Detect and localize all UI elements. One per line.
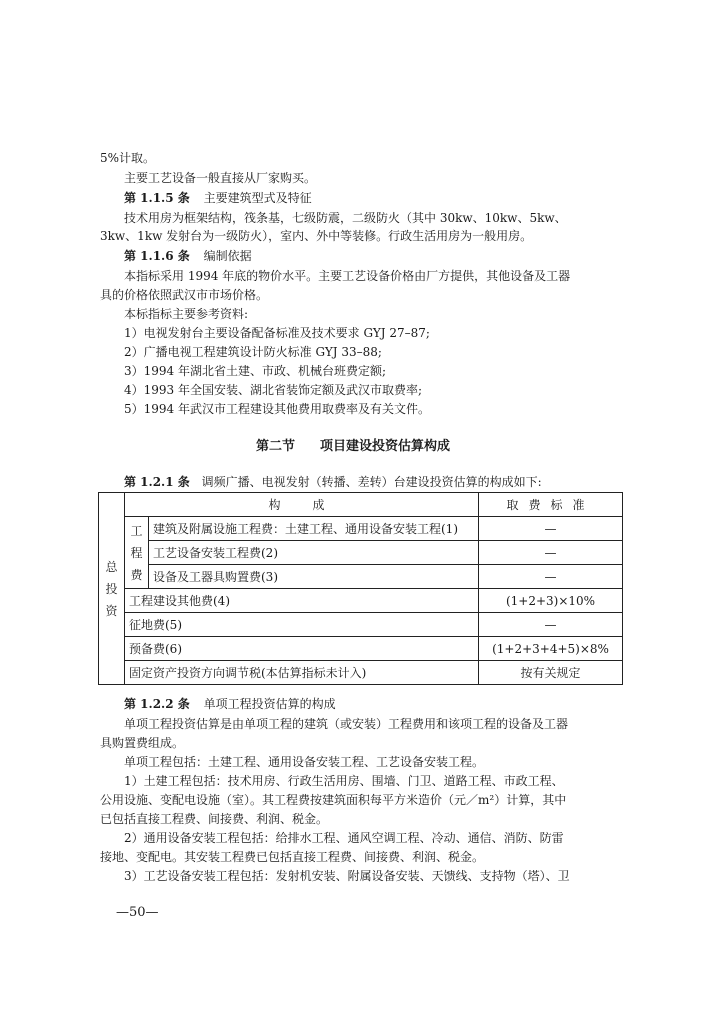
cost-item: 建筑及附属设施工程费：土建工程、通用设备安装工程(1) bbox=[149, 517, 479, 541]
article-number: 第 1.2.1 条 bbox=[124, 475, 190, 489]
table-row bbox=[99, 517, 623, 541]
article-heading bbox=[124, 248, 252, 264]
text-line: 3kw、1kw 发射台为一级防火），室内、外中等装修。行政生活用房为一般用房。 bbox=[100, 229, 533, 243]
page-number: —50— bbox=[116, 905, 159, 920]
total-investment-label: 总 投 资 bbox=[99, 493, 125, 685]
cost-item: 工艺设备安装工程费(2) bbox=[149, 541, 479, 565]
reference-item: 1）电视发射台主要设备配备标准及技术要求 GYJ 27–87; bbox=[124, 326, 430, 340]
engineering-cost-label: 工 程 费 bbox=[125, 517, 149, 589]
table-header-row bbox=[99, 493, 623, 517]
text-line: 具购置费组成。 bbox=[100, 736, 185, 750]
reference-item: 4）1993 年全国安装、湖北省装饰定额及武汉市取费率; bbox=[124, 383, 423, 397]
table-row bbox=[99, 637, 623, 661]
cost-standard: — bbox=[479, 613, 623, 637]
text-line: 本标指标主要参考资料: bbox=[124, 307, 249, 321]
section-number: 第二节 bbox=[256, 439, 296, 454]
table-row bbox=[99, 541, 623, 565]
text-line: 本指标采用 1994 年底的物价水平。主要工艺设备价格由厂方提供，其他设备及工器 bbox=[124, 269, 571, 283]
article-title: 调频广播、电视发射（转播、差转）台建设投资估算的构成如下: bbox=[201, 475, 542, 489]
text-line: 技术用房为框架结构，筏条基，七级防震，二级防火（其中 30kw、10kw、5kw、 bbox=[124, 211, 567, 225]
text-line: 主要工艺设备一般直接从厂家购买。 bbox=[124, 171, 317, 185]
reference-item: 3）1994 年湖北省土建、市政、机械台班费定额; bbox=[124, 364, 387, 378]
reference-item: 2）广播电视工程建筑设计防火标准 GYJ 33–88; bbox=[124, 345, 382, 359]
article-heading bbox=[124, 474, 542, 490]
header-composition: 构 成 bbox=[125, 493, 479, 517]
cost-standard: (1+2+3)×10% bbox=[479, 589, 623, 613]
cost-composition-table bbox=[98, 492, 623, 685]
cost-standard: — bbox=[479, 517, 623, 541]
cost-item: 固定资产投资方向调节税(本估算指标未计入) bbox=[125, 661, 479, 685]
article-number: 第 1.1.6 条 bbox=[124, 249, 190, 263]
cost-item: 预备费(6) bbox=[125, 637, 479, 661]
article-title: 主要建筑型式及特征 bbox=[203, 191, 312, 205]
text-line: 1）土建工程包括：技术用房、行政生活用房、围墙、门卫、道路工程、市政工程、 bbox=[124, 774, 564, 788]
cost-item: 工程建设其他费(4) bbox=[125, 589, 479, 613]
text-line: 已包括直接工程费、间接费、利润、税金。 bbox=[100, 812, 329, 826]
text-line: 接地、变配电。其安装工程费已包括直接工程费、间接费、利润、税金。 bbox=[100, 850, 485, 864]
table-row bbox=[99, 589, 623, 613]
text-line: 3）工艺设备安装工程包括：发射机安装、附属设备安装、天馈线、支持物（塔）、卫 bbox=[124, 869, 570, 883]
cost-item: 设备及工器具购置费(3) bbox=[149, 565, 479, 589]
table-row bbox=[99, 565, 623, 589]
text-line: 单项工程投资估算是由单项工程的建筑（或安装）工程费用和该项工程的设备及工器 bbox=[124, 717, 569, 731]
article-heading bbox=[124, 696, 336, 712]
text-line: 公用设施、变配电设施（室）。其工程费按建筑面积每平方米造价（元／m²）计算，其中 bbox=[100, 793, 567, 807]
cost-standard: (1+2+3+4+5)×8% bbox=[479, 637, 623, 661]
article-title: 单项工程投资估算的构成 bbox=[203, 697, 336, 711]
section-title: 项目建设投资估算构成 bbox=[320, 439, 451, 454]
article-heading bbox=[124, 190, 312, 206]
text-line: 5%计取。 bbox=[100, 151, 156, 165]
cost-standard: — bbox=[479, 565, 623, 589]
text-line: 2）通用设备安装工程包括：给排水工程、通风空调工程、冷动、通信、消防、防雷 bbox=[124, 831, 564, 845]
text-line: 具的价格依照武汉市市场价格。 bbox=[100, 288, 269, 302]
table-row bbox=[99, 661, 623, 685]
cost-standard: — bbox=[479, 541, 623, 565]
header-standard: 取费标准 bbox=[479, 493, 623, 517]
cost-standard: 按有关规定 bbox=[479, 661, 623, 685]
table-row bbox=[99, 613, 623, 637]
article-title: 编制依据 bbox=[203, 249, 252, 263]
text-line: 单项工程包括：土建工程、通用设备安装工程、工艺设备安装工程。 bbox=[124, 755, 485, 769]
reference-item: 5）1994 年武汉市工程建设其他费用取费率及有关文件。 bbox=[124, 402, 430, 416]
cost-item: 征地费(5) bbox=[125, 613, 479, 637]
article-number: 第 1.2.2 条 bbox=[124, 697, 190, 711]
article-number: 第 1.1.5 条 bbox=[124, 191, 190, 205]
